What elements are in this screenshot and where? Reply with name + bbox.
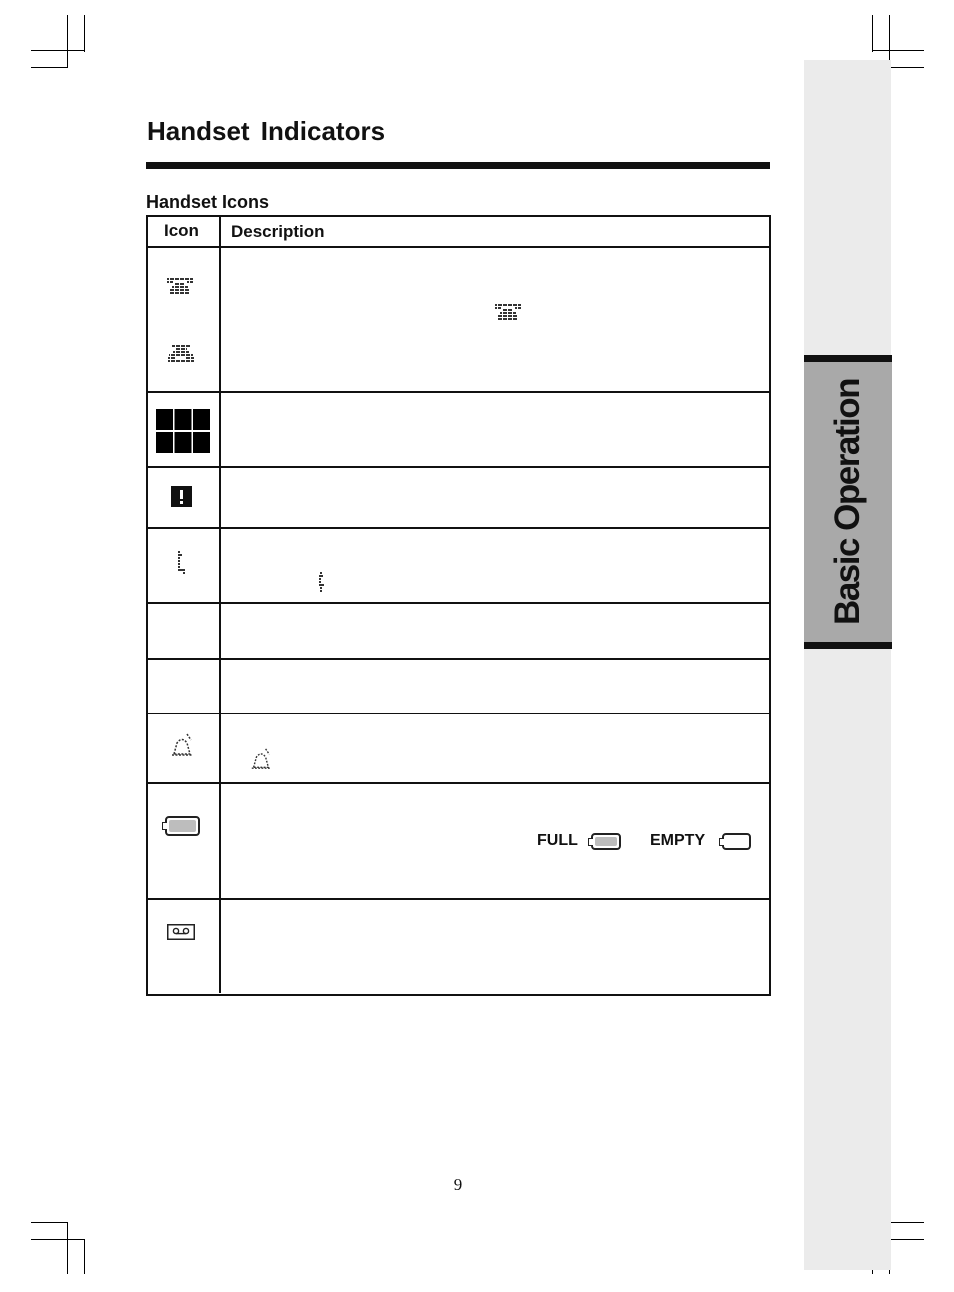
crop-mark — [872, 50, 924, 51]
crop-mark — [31, 1222, 68, 1223]
row-divider — [148, 246, 770, 248]
icons-table — [146, 215, 771, 996]
column-divider — [219, 215, 221, 993]
crop-mark — [889, 67, 924, 68]
row-divider — [148, 658, 770, 660]
grid-icon — [156, 409, 210, 453]
crop-mark — [889, 1222, 924, 1223]
battery-empty-icon — [722, 833, 751, 850]
battery-icon — [165, 816, 200, 836]
row-divider — [148, 466, 770, 468]
section-title: Handset Icons — [146, 192, 270, 212]
handset-icon — [494, 303, 522, 321]
handset-icon — [166, 277, 194, 295]
row-divider — [148, 391, 770, 393]
handset-icon — [167, 344, 195, 362]
page-number: 9 — [453, 1175, 463, 1194]
signal-icon — [317, 572, 327, 594]
crop-mark — [67, 1222, 68, 1274]
voicemail-icon — [167, 924, 195, 940]
ringer-off-icon — [249, 747, 273, 771]
crop-mark — [31, 67, 68, 68]
side-strip — [804, 60, 891, 1270]
icon-column-header: Icon — [164, 221, 199, 240]
title-divider — [146, 162, 770, 169]
row-divider — [148, 782, 770, 784]
crop-mark — [31, 50, 85, 51]
battery-empty-label: EMPTY — [650, 832, 706, 849]
crop-mark — [67, 15, 68, 68]
row-divider — [148, 602, 770, 604]
alert-icon — [171, 486, 192, 507]
row-divider — [148, 527, 770, 529]
crop-mark — [84, 1239, 85, 1274]
crop-mark — [872, 15, 873, 52]
row-divider — [148, 713, 770, 714]
battery-full-label: FULL — [537, 832, 578, 849]
description-column-header: Description — [231, 222, 325, 241]
ringer-off-icon — [169, 732, 195, 758]
crop-mark — [31, 1239, 85, 1240]
side-tab-label: Basic Operation — [828, 379, 867, 625]
battery-full-icon — [591, 833, 621, 850]
row-divider — [148, 898, 770, 900]
crop-mark — [84, 15, 85, 52]
page-title: Handset Indicators — [147, 116, 386, 146]
signal-icon — [176, 551, 186, 575]
side-tab — [804, 355, 892, 649]
